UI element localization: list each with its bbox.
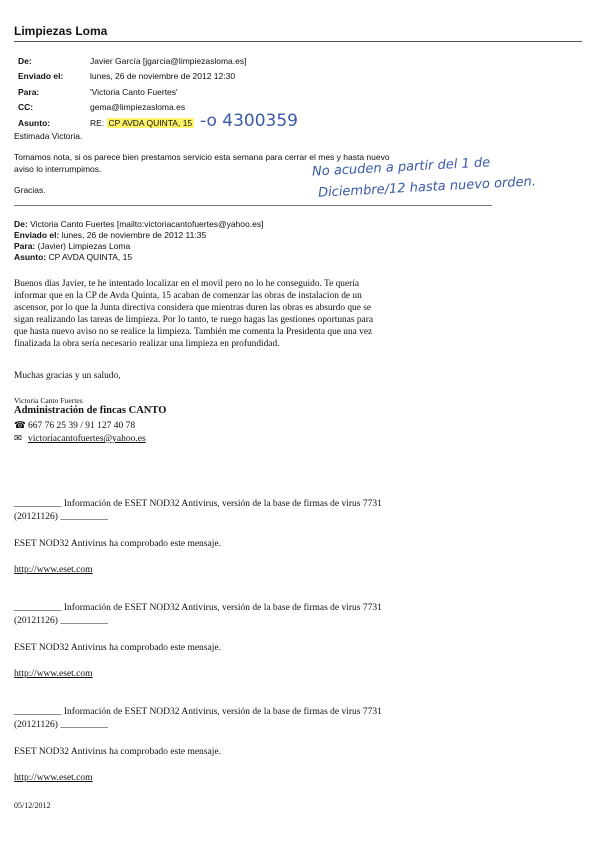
- fwd-para: [14, 241, 130, 251]
- header-value-asunto: [90, 118, 194, 128]
- handwritten-code: -o 4300359: [200, 111, 298, 131]
- fwd-enviado-label: Enviado el:: [14, 230, 60, 240]
- fwd-asunto-label: Asunto:: [14, 252, 47, 262]
- handwritten-note-line-2: Diciembre/12 hasta nuevo orden.: [317, 174, 537, 201]
- subject-prefix: RE:: [90, 118, 107, 128]
- header-label-cc: CC:: [18, 102, 34, 112]
- header-value-cc: gema@limpiezasloma.es: [90, 102, 186, 112]
- signature-phone: 667 76 25 39 / 91 127 40 78: [28, 421, 136, 431]
- message-line-2: informar que en la CP de Avda Quinta, 15 acaban de comenzar las obras de instalacion de un: [14, 291, 362, 301]
- header-label-de: De:: [18, 56, 32, 66]
- fwd-enviado: [14, 230, 206, 240]
- message-line-6: finalizada la obra sería necesario realizar una limpieza en profundidad.: [14, 339, 280, 349]
- eset-line-2: (20121126) __________: [14, 512, 108, 522]
- handwritten-note-line-1: No acuden a partir del 1 de: [311, 155, 491, 180]
- signature-org: Administración de fincas CANTO: [14, 405, 167, 416]
- header-value-para: 'Victoria Canto Fuertes': [90, 87, 178, 97]
- footer-date: 05/12/2012: [14, 801, 51, 810]
- subject-highlight: CP AVDA QUINTA, 15: [108, 118, 193, 128]
- fwd-para-label: Para:: [14, 241, 36, 251]
- eset-line-2: (20121126) __________: [14, 720, 108, 730]
- separator-rule: [14, 205, 492, 206]
- eset-link[interactable]: http://www.eset.com: [14, 773, 93, 783]
- eset-link[interactable]: http://www.eset.com: [14, 669, 93, 679]
- message-line-1: Buenos dias Javier, te he intentado localizar en el movil pero no lo he conseguido. Te quería: [14, 279, 360, 289]
- eset-line-2: (20121126) __________: [14, 616, 108, 626]
- reply-greeting: Estimada Victoria.: [14, 131, 83, 141]
- message-line-5: que hasta nuevo aviso no se realice la limpieza. También me comenta la Presidenta que una vez: [14, 327, 373, 337]
- message-line-3: ascensor, por lo que la Junta directiva considera que mientras duren las obras es absurdo que se: [14, 303, 372, 313]
- envelope-icon: ✉: [14, 434, 22, 444]
- message-line-4: sigan realizando las tareas de limpieza. Por lo tanto, te ruego hagas las gestiones oportunas para: [14, 315, 373, 325]
- reply-body-line-1: Tomamos nota, si os parece bien prestamos servicio esta semana para cerrar el mes y hasta nuevo: [14, 152, 390, 162]
- header-label-enviado: Enviado el:: [18, 71, 64, 81]
- eset-line-1: __________ Información de ESET NOD32 Antivirus, versión de la base de firmas de virus 7731: [14, 499, 382, 509]
- signature-name: Victoria Canto Fuertes: [14, 396, 83, 405]
- phone-icon: ☎: [14, 421, 26, 431]
- message-farewell: Muchas gracias y un saludo,: [14, 371, 121, 381]
- header-label-asunto: Asunto:: [18, 118, 51, 128]
- eset-link[interactable]: http://www.eset.com: [14, 565, 93, 575]
- header-label-para: Para:: [18, 87, 40, 97]
- reply-body-line-2: aviso lo interrumpimos.: [14, 164, 102, 174]
- fwd-asunto-value: CP AVDA QUINTA, 15: [48, 252, 133, 262]
- header-value-enviado: lunes, 26 de noviembre de 2012 12:30: [90, 71, 236, 81]
- fwd-de-value: Victoria Canto Fuertes [mailto:victoriacantofuertes@yahoo.es]: [30, 219, 264, 229]
- reply-closing: Gracias.: [14, 185, 46, 195]
- fwd-enviado-value: lunes, 26 de noviembre de 2012 11:35: [61, 230, 207, 240]
- header-value-de: Javier García [jgarcia@limpiezasloma.es]: [90, 56, 247, 66]
- signature-phone-row: [14, 420, 135, 431]
- fwd-de-label: De:: [14, 219, 28, 229]
- signature-email-row: [14, 433, 146, 444]
- eset-line-3: ESET NOD32 Antivirus ha comprobado este mensaje.: [14, 747, 221, 757]
- fwd-asunto: [14, 252, 132, 262]
- fwd-de: [14, 219, 263, 229]
- fwd-para-value: (Javier) Limpiezas Loma: [37, 241, 131, 251]
- signature-email-link[interactable]: victoriacantofuertes@yahoo.es: [28, 434, 146, 444]
- company-name: Limpiezas Loma: [14, 24, 108, 38]
- eset-line-3: ESET NOD32 Antivirus ha comprobado este mensaje.: [14, 643, 221, 653]
- eset-line-1: __________ Información de ESET NOD32 Antivirus, versión de la base de firmas de virus 7731: [14, 707, 382, 717]
- eset-line-1: __________ Información de ESET NOD32 Antivirus, versión de la base de firmas de virus 7731: [14, 603, 382, 613]
- header-rule: [14, 41, 582, 42]
- eset-line-3: ESET NOD32 Antivirus ha comprobado este mensaje.: [14, 539, 221, 549]
